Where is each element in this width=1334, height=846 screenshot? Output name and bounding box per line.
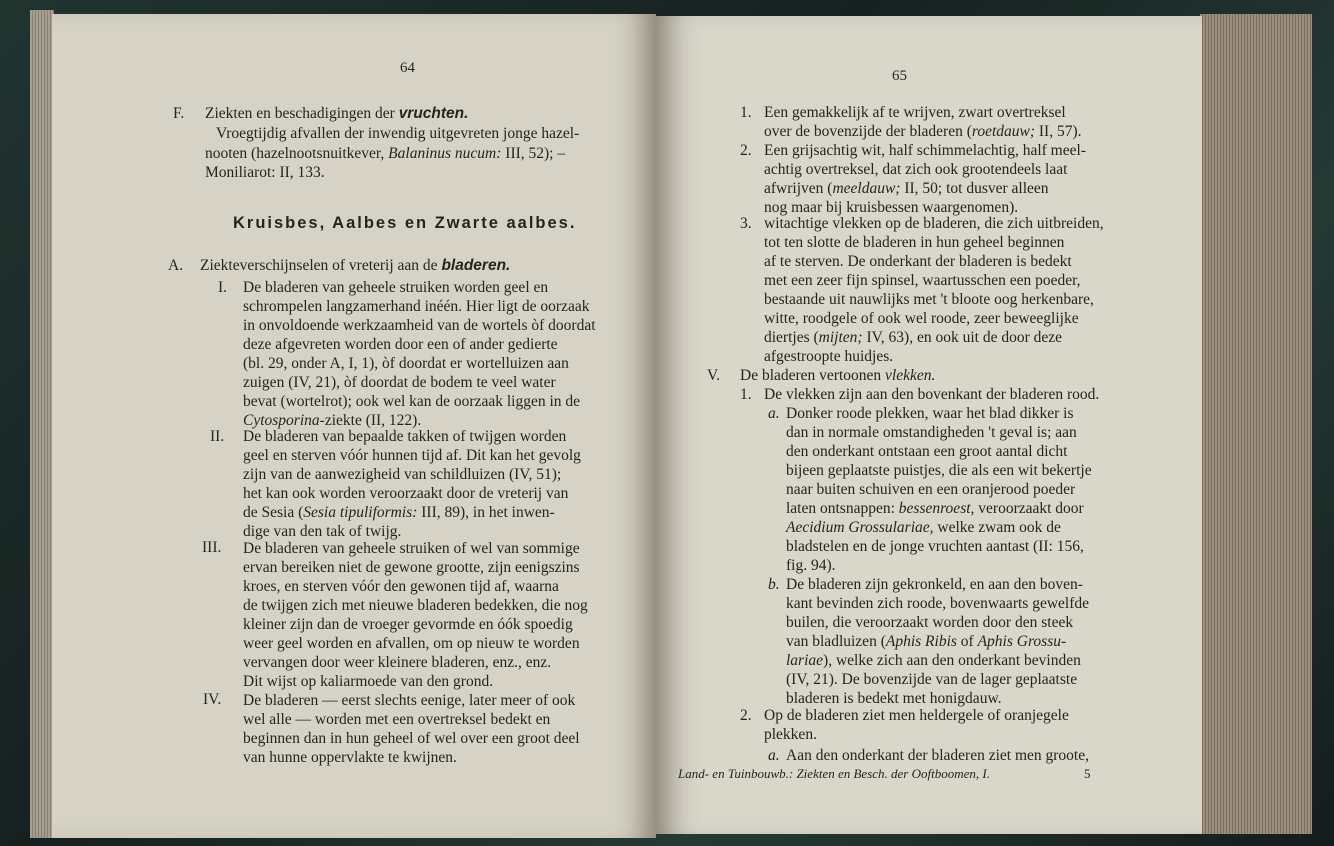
text-line: weer geel worden en afvallen, om op nieuw te worden — [243, 635, 580, 652]
text-line: kleiner zijn dan de vroeger gevormde en óók spoedig — [243, 616, 573, 633]
sub-item-marker: a. — [768, 405, 780, 422]
item-marker: II. — [210, 428, 225, 445]
emphasis: vruchten. — [398, 105, 469, 122]
text-line: bladeren is bedekt met honigdauw. — [786, 690, 1002, 707]
sub-item-marker: a. — [768, 747, 780, 764]
text-line: De bladeren vertoonen vlekken. — [740, 367, 936, 384]
text-line: De bladeren zijn gekronkeld, en aan den boven- — [786, 576, 1083, 593]
text-line: de Sesia (Sesia tipuliformis: III, 89), in het inwen- — [243, 504, 555, 521]
text-line: af te sterven. De onderkant der bladeren is bedekt — [764, 253, 1072, 270]
item-marker: 2. — [740, 142, 752, 159]
text-line: van hunne oppervlakte te kwijnen. — [243, 749, 457, 766]
text-line: Op de bladeren ziet men heldergele of oranjegele — [764, 707, 1069, 724]
text-line: De bladeren van geheele struiken of wel van sommige — [243, 540, 580, 557]
text-line: zijn van de aanwezigheid van schildluizen (IV, 51); — [243, 466, 562, 483]
text-line: met een zeer fijn spinsel, waartusschen een poeder, — [764, 272, 1081, 289]
section-marker: A. — [168, 257, 184, 274]
text-line: over de bovenzijde der bladeren (roetdauw; II, 57). — [764, 123, 1082, 140]
right-page-edges — [1200, 14, 1312, 834]
text-line: Een grijsachtig wit, half schimmelachtig, half meel- — [764, 142, 1086, 159]
text-line: zuigen (IV, 21), òf doordat de bodem te veel water — [243, 374, 556, 391]
text-line: in onvoldoende werkzaamheid van de wortels òf doordat — [243, 317, 596, 334]
text-line: bladstelen en de jonge vruchten aantast (II: 156, — [786, 538, 1084, 555]
text-line: van bladluizen (Aphis Ribis of Aphis Grossu- — [786, 633, 1067, 650]
page-number: 65 — [892, 68, 907, 84]
text-line: Ziekten en beschadigingen der vruchten. — [205, 105, 469, 122]
sub-item-marker: b. — [768, 576, 780, 593]
text-line: De vlekken zijn aan den bovenkant der bladeren rood. — [764, 386, 1100, 403]
left-page — [52, 14, 656, 838]
text-line: bijeen geplaatste puistjes, die als een wit bekertje — [786, 462, 1092, 479]
text-line: kroes, en sterven vóór den gewonen tijd af, waarna — [243, 578, 559, 595]
text-line: diertjes (mijten; IV, 63), en ook uit de door deze — [764, 329, 1063, 346]
item-marker: I. — [218, 279, 228, 296]
text-line: builen, die veroorzaakt worden door den steek — [786, 614, 1074, 631]
text-line: deze afgevreten worden door een of ander gedierte — [243, 336, 558, 353]
text-line: De bladeren van geheele struiken worden geel en — [243, 279, 549, 296]
text-line: nooten (hazelnootsnuitkever, Balaninus nucum: III, 52); – — [205, 145, 566, 162]
text-line: de twijgen zich met nieuwe bladeren bedekken, die nog — [243, 597, 588, 614]
signature-mark: 5 — [1084, 766, 1091, 781]
text-line: (IV, 21). De bovenzijde van de lager geplaatste — [786, 671, 1078, 688]
text-line: (bl. 29, onder A, I, 1), òf doordat er wortelluizen aan — [243, 355, 569, 372]
item-marker: 1. — [740, 104, 752, 121]
text-line: witachtige vlekken op de bladeren, die zich uitbreiden, — [764, 215, 1104, 232]
page-number: 64 — [400, 60, 415, 76]
left-page-edges — [30, 10, 54, 838]
item-marker: IV. — [203, 691, 222, 708]
text-line: geel en sterven vóór hunnen tijd af. Dit kan het gevolg — [243, 447, 581, 464]
text-line: nog maar bij kruisbessen waargenomen). — [764, 199, 1019, 216]
text-line: wel alle — worden met een overtreksel bedekt en — [243, 711, 551, 728]
text-line: Donker roode plekken, waar het blad dikker is — [786, 405, 1074, 422]
text-line: kant bevinden zich roode, bovenwaarts gewelfde — [786, 595, 1089, 612]
text-line: het kan ook worden veroorzaakt door de vreterij van — [243, 485, 569, 502]
section-heading: Kruisbes, Aalbes en Zwarte aalbes. — [233, 214, 577, 232]
text-line: beginnen dan in hun geheel of wel over een groot deel — [243, 730, 580, 747]
text-line: dan in normale omstandigheden 't geval is; aan — [786, 424, 1077, 441]
text-line: dige van den tak of twijg. — [243, 523, 402, 540]
item-marker: III. — [202, 539, 222, 556]
text-line: Een gemakkelijk af te wrijven, zwart overtreksel — [764, 104, 1066, 121]
text-line: Aan den onderkant der bladeren ziet men groote, — [786, 747, 1089, 764]
text-line: vervangen door weer kleinere bladeren, enz., enz. — [243, 654, 552, 671]
text-line: Dit wijst op kaliarmoede van den grond. — [243, 673, 494, 690]
text-line: plekken. — [764, 726, 817, 743]
text-line: Moniliarot: II, 133. — [205, 164, 325, 181]
text-line: afwrijven (meeldauw; II, 50; tot dusver alleen — [764, 180, 1049, 197]
text-line: Vroegtijdig afvallen der inwendig uitgevreten jonge hazel- — [216, 125, 580, 142]
item-marker: 3. — [740, 215, 752, 232]
item-marker: 2. — [740, 707, 752, 724]
text-line: Cytosporina-ziekte (II, 122). — [243, 412, 422, 429]
text-line: tot ten slotte de bladeren in hun geheel beginnen — [764, 234, 1065, 251]
emphasis: bladeren. — [441, 257, 511, 274]
text-line: bevat (wortelrot); ook wel kan de oorzaak liggen in de — [243, 393, 581, 410]
page-footer: Land- en Tuinbouwb.: Ziekten en Besch. der Ooftboomen, I. — [678, 766, 990, 781]
text-line: De bladeren — eerst slechts eenige, later meer of ook — [243, 692, 576, 709]
text-line: Ziekteverschijnselen of vreterij aan de bladeren. — [200, 257, 511, 274]
text-line: afgestroopte huidjes. — [764, 348, 894, 365]
text-line: schrompelen langzamerhand inéén. Hier ligt de oorzaak — [243, 298, 590, 315]
section-marker: V. — [707, 367, 721, 384]
text-line: den onderkant ontstaan een groot aantal dicht — [786, 443, 1068, 460]
text-line: achtig overtreksel, dat zich ook grootendeels laat — [764, 161, 1068, 178]
text-line: ervan bereiken niet de gewone grootte, zijn eenigszins — [243, 559, 580, 576]
right-page — [656, 16, 1202, 834]
section-marker: F. — [173, 105, 185, 122]
text-line: bestaande uit nauwlijks met 't bloote oog herkenbare, — [764, 291, 1094, 308]
text-line: fig. 94). — [786, 557, 836, 574]
text-line: laten ontsnappen: bessenroest, veroorzaakt door — [786, 500, 1084, 517]
item-marker: 1. — [740, 386, 752, 403]
text-line: De bladeren van bepaalde takken of twijgen worden — [243, 428, 567, 445]
text-line: witte, roodgele of ook wel roode, zeer beweeglijke — [764, 310, 1079, 327]
text-line: Aecidium Grossulariae, welke zwam ook de — [786, 519, 1061, 536]
text-line: naar buiten schuiven en een oranjerood poeder — [786, 481, 1076, 498]
text-line: lariae), welke zich aan den onderkant bevinden — [786, 652, 1081, 669]
